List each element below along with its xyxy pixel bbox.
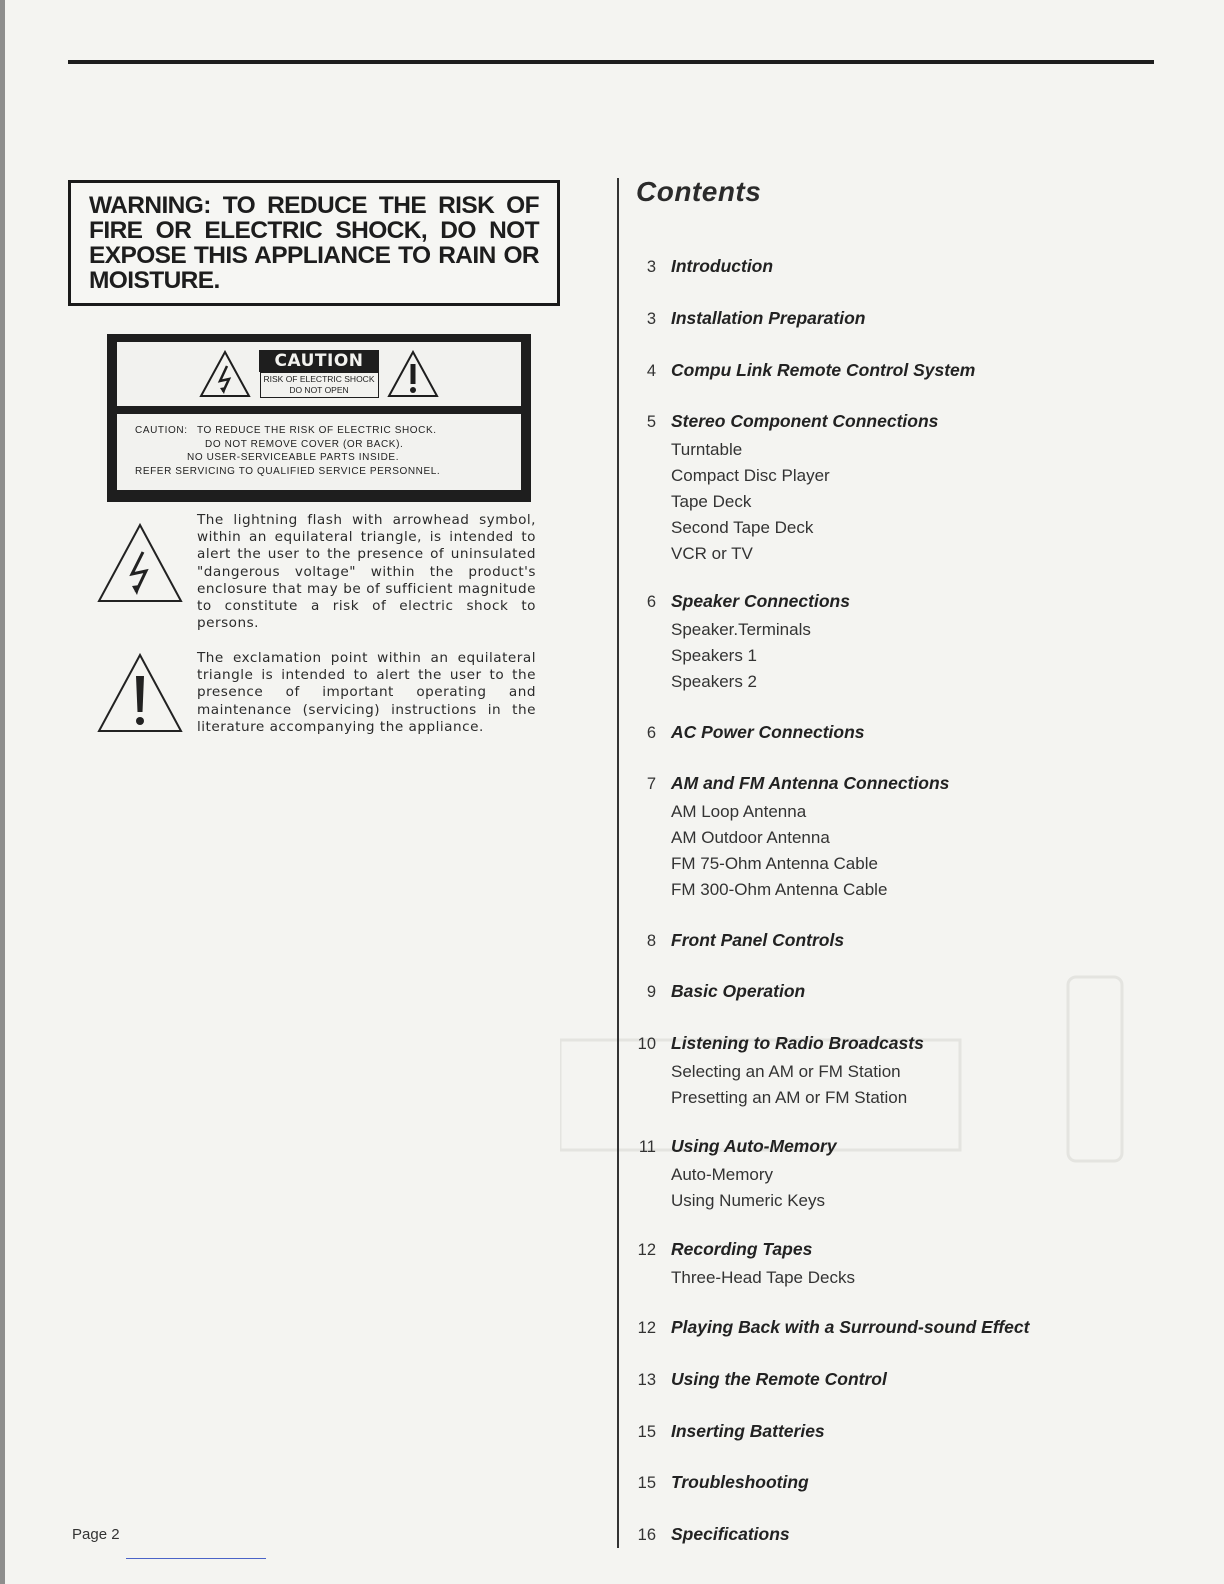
warning-box bbox=[68, 180, 560, 306]
toc-subsection: AM Outdoor Antenna bbox=[671, 828, 830, 847]
toc-subsection-list bbox=[620, 799, 1210, 903]
toc-subsection-list bbox=[620, 1162, 1210, 1214]
toc-entry-heading bbox=[620, 1369, 1210, 1395]
caution-body-label: CAUTION: bbox=[135, 425, 188, 436]
toc-entry bbox=[620, 1239, 1210, 1291]
toc-subsection: AM Loop Antenna bbox=[671, 802, 807, 821]
toc-page-number: 12 bbox=[637, 1319, 656, 1337]
toc-subsection: Using Numeric Keys bbox=[671, 1191, 825, 1210]
caution-label-header bbox=[117, 342, 521, 406]
toc-subsection: Three-Head Tape Decks bbox=[671, 1268, 855, 1287]
warning-text: WARNING: TO REDUCE THE RISK OF FIRE OR ELECTRIC SHOCK, DO NOT EXPOSE THIS APPLIANCE TO RAIN OR MOISTURE. bbox=[89, 192, 539, 294]
toc-page-number: 6 bbox=[646, 593, 656, 611]
contents-title: Contents bbox=[636, 176, 762, 207]
toc-section-title: Introduction bbox=[671, 256, 774, 276]
toc-entry-heading bbox=[620, 722, 1210, 748]
toc-subsection: Speakers 2 bbox=[671, 672, 757, 691]
page-number: Page 2 bbox=[72, 1526, 120, 1543]
toc-entry-heading bbox=[620, 981, 1210, 1007]
toc-subsection: Compact Disc Player bbox=[671, 466, 830, 485]
toc-section-title: Specifications bbox=[671, 1524, 790, 1544]
exclamation-symbol-text: The exclamation point within an equilateral triangle is intended to alert the user to the presence of important operating and maintenance (servicing) instructions in the literature accompanying the appliance. bbox=[197, 650, 536, 735]
caution-label-center bbox=[259, 350, 379, 398]
toc-subsection: Turntable bbox=[671, 440, 743, 459]
toc-page-number: 10 bbox=[637, 1035, 656, 1053]
toc-entry-heading bbox=[620, 1033, 1210, 1059]
toc-page-number: 6 bbox=[646, 724, 656, 742]
toc-subsection: Auto-Memory bbox=[671, 1165, 774, 1184]
toc-entry bbox=[620, 1317, 1210, 1343]
lightning-symbol-explanation bbox=[96, 512, 536, 632]
toc-page-number: 11 bbox=[638, 1138, 656, 1156]
toc-section-title: Compu Link Remote Control System bbox=[671, 360, 976, 380]
caution-line1 bbox=[135, 424, 513, 438]
toc-section-title: Listening to Radio Broadcasts bbox=[671, 1033, 924, 1053]
toc-subsection: Presetting an AM or FM Station bbox=[671, 1088, 908, 1107]
toc-page-number: 15 bbox=[637, 1474, 656, 1492]
toc-entry-heading bbox=[620, 773, 1210, 799]
toc-section-title: AC Power Connections bbox=[671, 722, 865, 742]
toc-page-number: 3 bbox=[646, 310, 656, 328]
toc-entry bbox=[620, 981, 1210, 1007]
toc-page-number: 9 bbox=[646, 983, 656, 1001]
toc-page-number: 5 bbox=[646, 413, 656, 431]
caution-body-line3: NO USER-SERVICEABLE PARTS INSIDE. bbox=[187, 452, 400, 463]
toc-entry-heading bbox=[620, 1524, 1210, 1550]
page-edge-shadow bbox=[0, 0, 5, 1584]
toc-page-number: 15 bbox=[637, 1423, 656, 1441]
toc-section-title: Using the Remote Control bbox=[671, 1369, 887, 1389]
toc-subsection-list bbox=[620, 617, 1210, 695]
toc-subsection: Speaker.Terminals bbox=[671, 620, 811, 639]
toc-entry-heading bbox=[620, 360, 1210, 386]
caution-body-line2: DO NOT REMOVE COVER (OR BACK). bbox=[205, 438, 404, 450]
caution-title: CAUTION bbox=[259, 350, 379, 372]
toc-page-number: 7 bbox=[646, 775, 656, 793]
toc-entry-heading bbox=[620, 1239, 1210, 1265]
column-divider bbox=[617, 178, 619, 1548]
toc-subsection-list bbox=[620, 437, 1210, 567]
toc-entry bbox=[620, 308, 1210, 334]
toc-subsection: Second Tape Deck bbox=[671, 518, 814, 537]
toc-entry-heading bbox=[620, 1317, 1210, 1343]
toc-subsection: Selecting an AM or FM Station bbox=[671, 1062, 901, 1081]
toc-entry bbox=[620, 1421, 1210, 1447]
lightning-symbol-text: The lightning flash with arrowhead symbol, within an equilateral triangle, is intended to alert the user to the presence of uninsulated "dangerous voltage" within the product's enclosure that may be of sufficient magnitude to constitute a risk of electric shock to persons. bbox=[197, 512, 536, 632]
exclamation-triangle-icon bbox=[387, 350, 439, 398]
toc-subsection: FM 300-Ohm Antenna Cable bbox=[671, 880, 888, 899]
toc-entry-heading bbox=[620, 1472, 1210, 1498]
exclamation-triangle-icon bbox=[96, 652, 184, 734]
toc-entry bbox=[620, 930, 1210, 956]
toc-entry bbox=[620, 1524, 1210, 1550]
toc-subsection: FM 75-Ohm Antenna Cable bbox=[671, 854, 878, 873]
caution-body-line1: TO REDUCE THE RISK OF ELECTRIC SHOCK. bbox=[197, 425, 437, 436]
toc-entry-heading bbox=[620, 308, 1210, 334]
toc-section-title: Speaker Connections bbox=[671, 591, 850, 611]
caution-label-body bbox=[117, 414, 521, 490]
toc-subsection-list bbox=[620, 1265, 1210, 1291]
toc-entry bbox=[620, 1472, 1210, 1498]
toc-entry bbox=[620, 256, 1210, 282]
toc-entry-heading bbox=[620, 411, 1210, 437]
toc-section-title: Installation Preparation bbox=[671, 308, 866, 328]
toc-entry bbox=[620, 360, 1210, 386]
toc-entry bbox=[620, 722, 1210, 748]
toc-section-title: Inserting Batteries bbox=[671, 1421, 825, 1441]
toc-entry-heading bbox=[620, 1421, 1210, 1447]
toc-subsection-list bbox=[620, 1059, 1210, 1111]
toc-section-title: AM and FM Antenna Connections bbox=[671, 773, 950, 793]
toc-entry-heading bbox=[620, 256, 1210, 282]
toc-section-title: Front Panel Controls bbox=[671, 930, 845, 950]
toc-entry bbox=[620, 1369, 1210, 1395]
toc-section-title: Playing Back with a Surround-sound Effect bbox=[671, 1317, 1030, 1337]
exclamation-symbol-explanation bbox=[96, 650, 536, 736]
toc-entry-heading bbox=[620, 930, 1210, 956]
toc-entry bbox=[620, 773, 1210, 903]
lightning-triangle-icon bbox=[199, 350, 251, 398]
toc-subsection: VCR or TV bbox=[671, 544, 753, 563]
toc-section-title: Basic Operation bbox=[671, 981, 806, 1001]
lightning-triangle-icon bbox=[96, 522, 184, 604]
top-rule bbox=[68, 60, 1154, 64]
caution-subtitle-line2: DO NOT OPEN bbox=[289, 385, 349, 395]
toc-page-number: 12 bbox=[637, 1241, 656, 1259]
caution-subtitle-line1: RISK OF ELECTRIC SHOCK bbox=[263, 374, 375, 384]
caution-label bbox=[107, 334, 531, 502]
toc-page-number: 8 bbox=[646, 932, 656, 950]
bottom-link-underline bbox=[126, 1558, 266, 1559]
toc-page-number: 13 bbox=[637, 1371, 656, 1389]
caution-body-line4: REFER SERVICING TO QUALIFIED SERVICE PERSONNEL. bbox=[135, 465, 441, 477]
toc-subsection: Tape Deck bbox=[671, 492, 752, 511]
caution-subtitle bbox=[260, 372, 379, 398]
toc-section-title: Using Auto-Memory bbox=[671, 1136, 837, 1156]
toc-page-number: 16 bbox=[637, 1526, 656, 1544]
toc-section-title: Recording Tapes bbox=[671, 1239, 813, 1259]
toc-section-title: Stereo Component Connections bbox=[671, 411, 939, 431]
toc-entry bbox=[620, 1033, 1210, 1111]
toc-entry bbox=[620, 1136, 1210, 1214]
toc-page-number: 4 bbox=[646, 362, 656, 380]
toc-page-number: 3 bbox=[646, 258, 656, 276]
toc-entry-heading bbox=[620, 1136, 1210, 1162]
toc-entry bbox=[620, 591, 1210, 695]
toc-section-title: Troubleshooting bbox=[671, 1472, 809, 1492]
toc-subsection: Speakers 1 bbox=[671, 646, 757, 665]
toc-entry bbox=[620, 411, 1210, 567]
toc-entry-heading bbox=[620, 591, 1210, 617]
